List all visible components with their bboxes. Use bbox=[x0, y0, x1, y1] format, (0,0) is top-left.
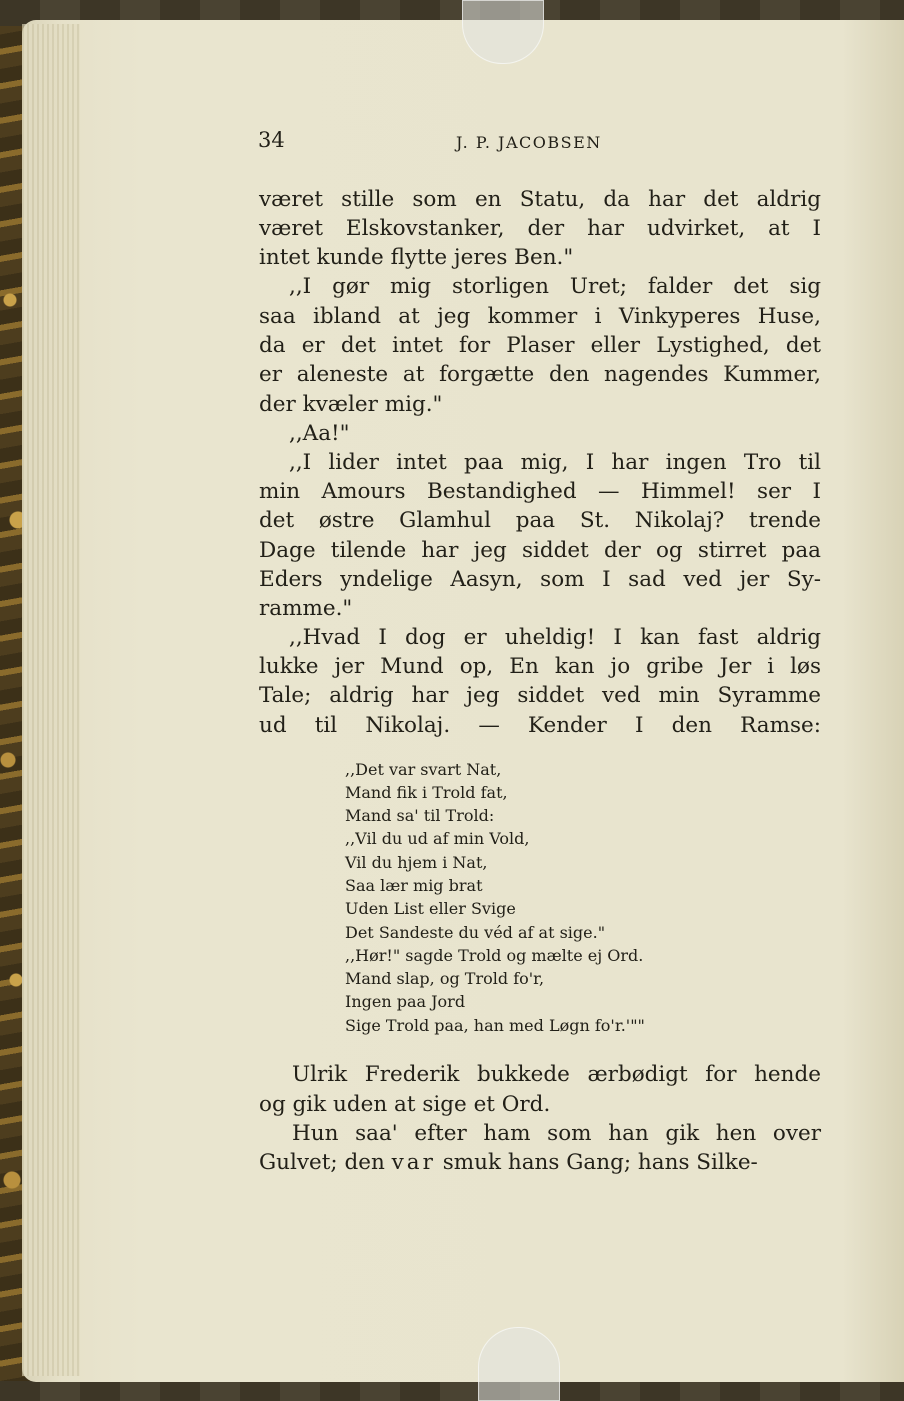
page-number: 34 bbox=[258, 128, 285, 152]
verse-line: Vil du hjem i Nat, bbox=[345, 853, 488, 872]
text-line: da er det intet for Plaser eller Lystighed, det bbox=[259, 333, 821, 358]
text-line: det østre Glamhul paa St. Nikolaj? trende bbox=[259, 508, 821, 533]
text-line: ,,Aa!" bbox=[289, 421, 350, 446]
text-fragment: smuk hans Gang; hans Silke- bbox=[435, 1150, 758, 1175]
text-line: er aleneste at forgætte den nagendes Kummer, bbox=[259, 362, 821, 387]
text-line: min Amours Bestandighed — Himmel! ser I bbox=[259, 479, 821, 504]
verse-line: Mand sa' til Trold: bbox=[345, 806, 495, 825]
text-line: der kvæler mig." bbox=[259, 392, 443, 417]
text-line: ramme." bbox=[259, 596, 353, 621]
verse-line: Mand slap, og Trold fo'r, bbox=[345, 969, 545, 988]
text-line: ,,Hvad I dog er uheldig! I kan fast aldrig bbox=[289, 625, 821, 650]
verse-line: ,,Vil du ud af min Vold, bbox=[345, 829, 530, 848]
text-line: Ulrik Frederik bukkede ærbødigt for hende bbox=[292, 1062, 821, 1087]
text-line: intet kunde flytte jeres Ben." bbox=[259, 245, 574, 270]
text-line: Tale; aldrig har jeg siddet ved min Syramme bbox=[259, 683, 821, 708]
text-line: ud til Nikolaj. — Kender I den Ramse: bbox=[259, 713, 821, 738]
bottom-binding-strip bbox=[0, 1381, 904, 1401]
stacked-page-edges bbox=[22, 24, 80, 1376]
text-line: saa ibland at jeg kommer i Vinkyperes Huse, bbox=[259, 304, 821, 329]
bottom-page-clip bbox=[478, 1327, 560, 1401]
verse-line: Mand fik i Trold fat, bbox=[345, 783, 508, 802]
running-head: J. P. JACOBSEN bbox=[456, 133, 602, 152]
verse-line: Saa lær mig brat bbox=[345, 876, 483, 895]
verse-line: Uden List eller Svige bbox=[345, 899, 516, 918]
verse-line: Sige Trold paa, han med Løgn fo'r.'"" bbox=[345, 1016, 645, 1035]
text-line: Eders yndelige Aasyn, som I sad ved jer Sy- bbox=[259, 567, 821, 592]
text-line: lukke jer Mund op, En kan jo gribe Jer i løs bbox=[259, 654, 821, 679]
verse-line: Det Sandeste du véd af at sige." bbox=[345, 923, 606, 942]
text-line bbox=[259, 1148, 821, 1177]
text-line: Dage tilende har jeg siddet der og stirret paa bbox=[259, 538, 821, 563]
text-line: ,,I gør mig storligen Uret; falder det sig bbox=[289, 274, 821, 299]
emphasized-word: var bbox=[391, 1150, 436, 1175]
text-line: Hun saa' efter ham som han gik hen over bbox=[292, 1121, 821, 1146]
text-line: ,,I lider intet paa mig, I har ingen Tro til bbox=[289, 450, 821, 475]
text-line: været stille som en Statu, da har det aldrig bbox=[259, 187, 821, 212]
verse-line: ,,Hør!" sagde Trold og mælte ej Ord. bbox=[345, 946, 644, 965]
verse-line: Ingen paa Jord bbox=[345, 992, 466, 1011]
text-fragment: Gulvet; den bbox=[259, 1150, 392, 1175]
verse-line: ,,Det var svart Nat, bbox=[345, 760, 502, 779]
text-line: været Elskovstanker, der har udvirket, at I bbox=[259, 216, 821, 241]
text-line: og gik uden at sige et Ord. bbox=[259, 1092, 551, 1117]
